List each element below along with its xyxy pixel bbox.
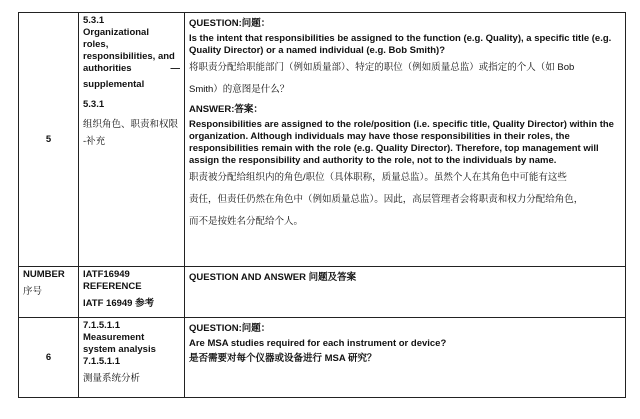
content-header-cell xyxy=(185,267,626,318)
reference-number: 7.1.5.1.1 xyxy=(83,320,120,331)
reference-header-en: REFERENCE xyxy=(83,281,142,292)
question-text-cn: 将职责分配给职能部门（例如质量部）、特定的职位（例如质量总监）或指定的个人（如 Bob xyxy=(189,62,575,73)
answer-label: ANSWER:答案： xyxy=(189,104,263,115)
reference-header-cn: IATF 16949 参考 xyxy=(83,298,155,309)
question-text-cn: Smith）的意图是什么？ xyxy=(189,84,290,95)
question-text-cn: 是否需要对每个仪器或设备进行 MSA 研究？ xyxy=(189,353,377,364)
question-text-en: Are MSA studies required for each instrument or device? xyxy=(189,338,447,349)
answer-text-cn: 责任，但责任仍然在角色中（例如质量总监）。因此，高层管理者会将职责和权力分配给角色， xyxy=(189,194,584,205)
answer-text-cn: 而不是按姓名分配给个人。 xyxy=(189,216,304,227)
question-label: QUESTION:问题： xyxy=(189,18,271,29)
reference-title-line: Organizational xyxy=(83,27,149,38)
content-header: QUESTION AND ANSWER 问题及答案 xyxy=(189,272,357,283)
question-label: QUESTION:问题： xyxy=(189,323,271,334)
table-header-row xyxy=(19,267,626,318)
reference-title-line: responsibilities, and xyxy=(83,51,175,62)
reference-title-line: supplemental xyxy=(83,79,145,90)
number-header-cn: 序号 xyxy=(23,286,43,297)
reference-number: 5.3.1 xyxy=(83,15,105,26)
reference-cell xyxy=(79,318,185,398)
question-text-en: Is the intent that responsibilities be assigned to the function (e.g. Quality), a specific title (e.g. Quality Director) or a named individual (e.g. Bob Smith)? xyxy=(189,33,612,56)
number-header-en: NUMBER xyxy=(23,269,65,280)
reference-title-line: Measurement xyxy=(83,332,145,343)
answer-text-cn: 职责被分配给组织内的角色/职位（具体职称，质量总监）。虽然个人在其角色中可能有这些 xyxy=(189,172,567,183)
reference-header-cell xyxy=(79,267,185,318)
table-row-6 xyxy=(19,318,626,398)
qa-cell xyxy=(185,13,626,267)
reference-number: 5.3.1 xyxy=(83,99,105,110)
reference-title-cn: -补充 xyxy=(83,136,106,147)
row-number-cell: 5 xyxy=(19,13,79,267)
row-number-cell: 6 xyxy=(19,318,79,398)
table-row-5 xyxy=(19,13,626,267)
faq-table xyxy=(18,12,626,398)
reference-cell xyxy=(79,13,185,267)
reference-header-en: IATF16949 xyxy=(83,269,130,280)
reference-title-cn: 组织角色、职责和权限 xyxy=(83,119,179,130)
reference-title-cn: 测量系统分析 xyxy=(83,373,141,384)
reference-title-line: 7.1.5.1.1 xyxy=(83,356,120,367)
qa-cell xyxy=(185,318,626,398)
answer-text-en: Responsibilities are assigned to the role/position (i.e. specific title, Quality Director) within the organization. Although individuals may have those responsibilities in their roles, the responsibilities remain with the role (e.g. Quality Director). Therefore, top management will assign the responsibility and authority to the role, not to the individuals by name. xyxy=(189,119,614,166)
reference-title-line: system analysis xyxy=(83,344,156,355)
number-header-cell xyxy=(19,267,79,318)
reference-title-line: authorities — xyxy=(83,63,180,74)
reference-title-line: roles, xyxy=(83,39,109,50)
